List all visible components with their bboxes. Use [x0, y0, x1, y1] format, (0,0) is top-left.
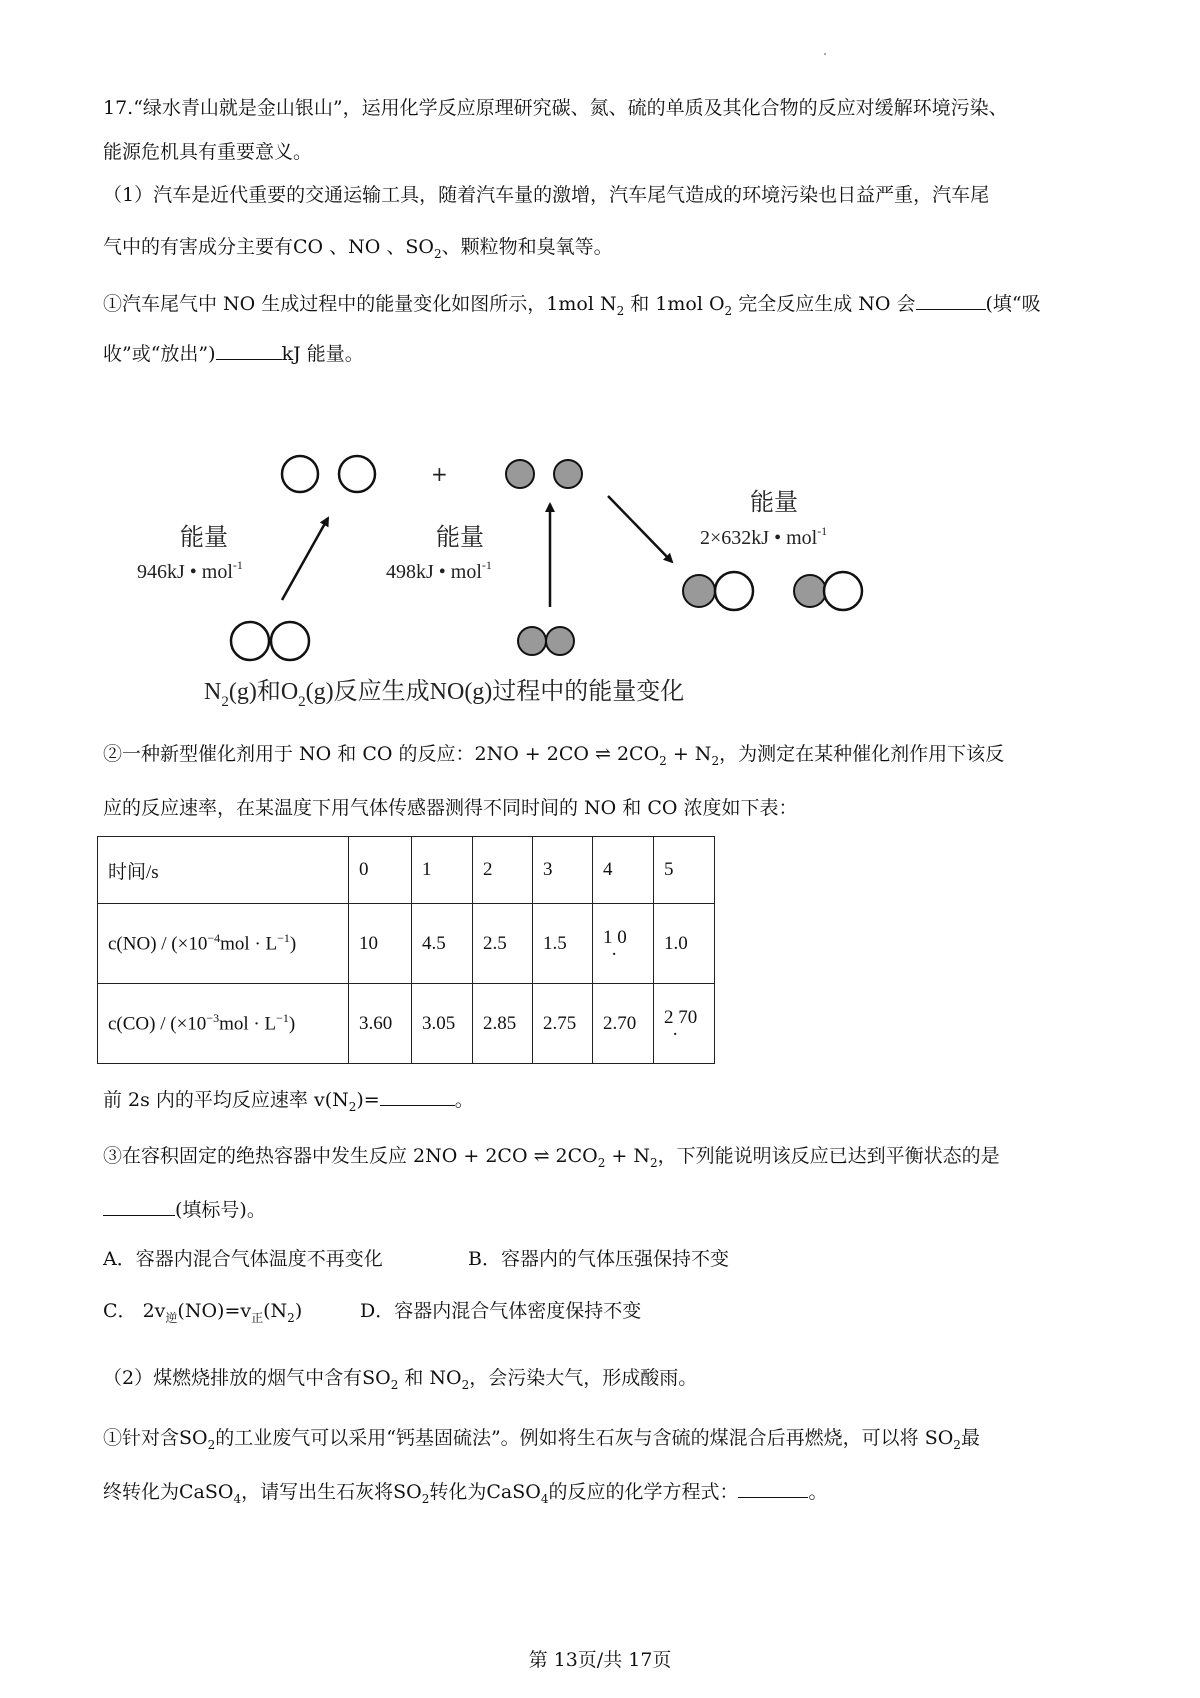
table-header-cell: 3	[533, 837, 593, 904]
energy-value-o2: 498kJ • mol$^{-1}$	[386, 558, 492, 583]
table-cell: 2.70	[593, 984, 654, 1064]
table-header-cell: 2	[473, 837, 533, 904]
table-cell: 2.75	[533, 984, 593, 1064]
question-17-intro-line2: 能源危机具有重要意义。	[103, 141, 313, 163]
o-atom-icon	[506, 460, 534, 488]
option-a: A．容器内混合气体温度不再变化	[103, 1248, 383, 1270]
o-atom-icon	[794, 575, 826, 607]
energy-label-3: 能量	[750, 488, 798, 516]
table-cell: 1.0	[654, 904, 715, 984]
part1-line1: （1）汽车是近代重要的交通运输工具，随着汽车量的激增，汽车尾气造成的环境污染也日益严重，汽车尾	[103, 184, 990, 206]
row-label-no: $c(NO) / (\times 10^{-4}mol \cdot L^{-1})$	[98, 904, 349, 984]
arrow-up-icon	[282, 518, 328, 600]
q2-line1: ②一种新型催化剂用于 NO 和 CO 的反应：2NO + 2CO ⇌ $2CO_2 + N_2$，为测定在某种催化剂作用下该反	[103, 743, 1005, 768]
table-row	[98, 984, 715, 1064]
n-atom-icon	[824, 572, 862, 610]
table-cell: 3.05	[412, 984, 473, 1064]
n-atom-icon	[231, 622, 269, 660]
n-atom-icon	[339, 456, 375, 492]
energy-diagram	[0, 0, 1200, 720]
table-header-cell: 时间/s	[98, 837, 349, 904]
q2-line2: 应的反应速率，在某温度下用气体传感器测得不同时间的 NO 和 CO 浓度如下表：	[103, 797, 798, 819]
n-atom-icon	[282, 456, 318, 492]
table-row	[98, 904, 715, 984]
answer-blank-5[interactable]	[738, 1497, 808, 1498]
table-header-cell: 1	[412, 837, 473, 904]
plus-sign: +	[431, 462, 448, 486]
q3-line2: (填标号)。	[103, 1199, 266, 1222]
table-cell: 4.5	[412, 904, 473, 984]
table-cell: 1.5	[533, 904, 593, 984]
table-cell: 3.60	[349, 984, 412, 1064]
n-atom-icon	[271, 622, 309, 660]
energy-value-n2: 946kJ • mol$^{-1}$	[137, 558, 243, 583]
answer-blank-3[interactable]	[380, 1105, 455, 1106]
energy-label-2: 能量	[436, 523, 484, 551]
table-header-cell: 5	[654, 837, 715, 904]
option-c: C． $2v_逆(NO)=v_正(N_2)$	[103, 1300, 303, 1325]
table-cell: 1 0 ·	[593, 904, 654, 984]
table-cell: 2.85	[473, 984, 533, 1064]
o-atom-icon	[518, 627, 546, 655]
q1-line1: ①汽车尾气中 NO 生成过程中的能量变化如图所示，1mol $N_2$ 和 1mol $O_2$ 完全反应生成 NO 会 (填“吸	[103, 293, 1041, 318]
part2-intro: （2）煤燃烧排放的烟气中含有$SO_2$ 和 $NO_2$，会污染大气，形成酸雨。	[103, 1367, 698, 1392]
option-d: D．容器内混合气体密度保持不变	[360, 1300, 642, 1322]
energy-label-1: 能量	[180, 523, 228, 551]
question-17-intro-line1: 17.“绿水青山就是金山银山”，运用化学反应原理研究碳、氮、硫的单质及其化合物的反应对缓解环境污染、	[103, 97, 1008, 119]
part2-q1-line1: ①针对含$SO_2$的工业废气可以采用“钙基固硫法”。例如将生石灰与含硫的煤混合后再燃烧，可以将 $SO_2$最	[103, 1427, 980, 1452]
table-header-cell: 4	[593, 837, 654, 904]
table-cell: 2.5	[473, 904, 533, 984]
part2-q1-line2: 终转化为CaSO$_4$，请写出生石灰将$SO_2$转化为CaSO$_4$的反应的化学方程式： 。	[103, 1481, 828, 1506]
q3-line1: ③在容积固定的绝热容器中发生反应 2NO + 2CO ⇌ $2CO_2 + N_2$，下列能说明该反应已达到平衡状态的是	[103, 1145, 1000, 1170]
part1-line2: 气中的有害成分主要有CO 、NO 、$SO_2$、颗粒物和臭氧等。	[103, 236, 613, 261]
row-label-co: $c(CO) / (\times 10^{-3}mol \cdot L^{-1})$	[98, 984, 349, 1064]
figure-caption: $N_2(g)$和$O_2(g)$反应生成NO(g)过程中的能量变化	[204, 679, 685, 710]
q1-line2: 收”或“放出”) kJ 能量。	[103, 343, 364, 365]
arrow-down-icon	[608, 496, 672, 562]
o-atom-icon	[554, 460, 582, 488]
table-cell: 2 70 ·	[654, 984, 715, 1064]
rate-question: 前 2s 内的平均反应速率 $v(N_2)=$ 。	[103, 1089, 474, 1114]
table-header-cell: 0	[349, 837, 412, 904]
o-atom-icon	[683, 575, 715, 607]
answer-blank-4[interactable]	[103, 1215, 175, 1216]
o-atom-icon	[546, 627, 574, 655]
option-b: B．容器内的气体压强保持不变	[468, 1248, 729, 1270]
page-footer: 第 13页/共 17页	[528, 1649, 672, 1671]
n-atom-icon	[715, 572, 753, 610]
table-row	[98, 837, 715, 904]
concentration-table	[97, 836, 715, 1064]
table-cell: 10	[349, 904, 412, 984]
energy-value-no: 2×632kJ • mol$^{-1}$	[700, 524, 828, 549]
